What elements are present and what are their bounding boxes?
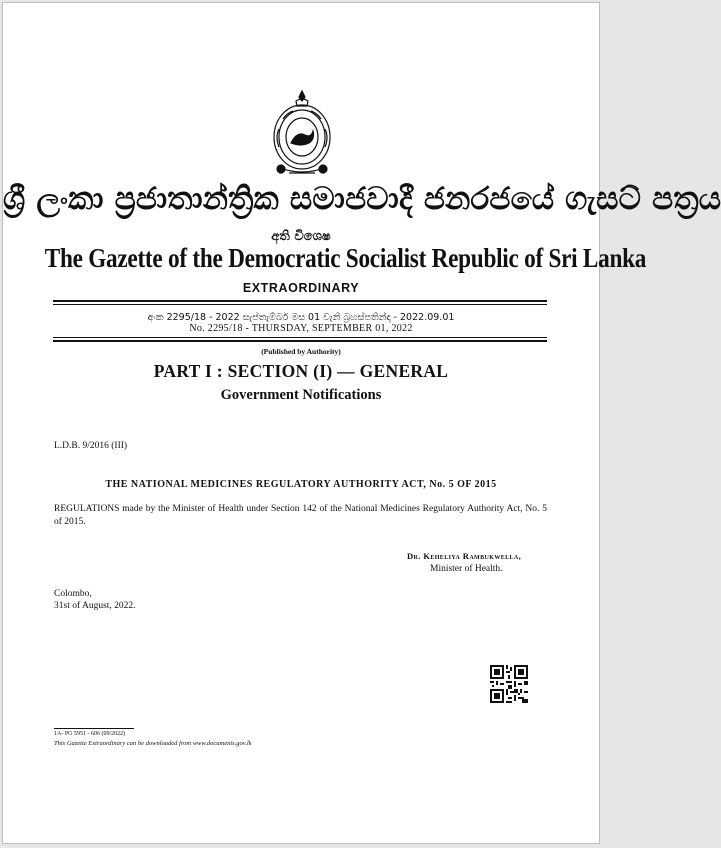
issue-line-english: No. 2295/18 - THURSDAY, SEPTEMBER 01, 2022	[189, 323, 413, 334]
published-by-authority: (Published by Authority)	[261, 347, 341, 356]
issue-line-sinhala: අංක 2295/18 - 2022 සැප්තැම්බර් මස 01 වැනි බ්‍රහස්පතින්දා - 2022.09.01	[147, 312, 455, 323]
regulations-text: REGULATIONS made by the Minister of Health under Section 142 of the National Medicines Regulatory Authority Act, No. 5 of 2015.	[54, 504, 547, 527]
act-title: THE NATIONAL MEDICINES REGULATORY AUTHORITY ACT, No. 5 OF 2015	[105, 479, 497, 490]
signer-name: Dr. Keheliya Rambukwella,	[407, 551, 522, 561]
masthead-rule-top-thin	[53, 304, 547, 305]
part-section-title: PART I : SECTION (I) — GENERAL	[153, 361, 449, 381]
notice-reference: L.D.B. 9/2016 (III)	[54, 441, 128, 451]
sinhala-extraordinary-label: අති විශෙෂ	[271, 229, 331, 244]
qr-code-icon	[490, 665, 528, 703]
masthead-rule-top	[53, 300, 547, 302]
sign-date: 31st of August, 2022.	[54, 601, 136, 611]
signer-title: Minister of Health.	[430, 564, 503, 574]
masthead-rule-bottom	[53, 340, 547, 342]
sign-place: Colombo,	[54, 589, 92, 599]
sinhala-gazette-title: ශ්‍රී ලංකා ප්‍රජාතාන්ත්‍රික සමාජවාදී ජනරජයේ ගැසට් පත්‍රය	[3, 181, 721, 217]
english-gazette-title: The Gazette of the Democratic Socialist Republic of Sri Lanka	[44, 243, 647, 273]
gazette-page	[2, 2, 721, 844]
printing-code: 1A- PG 5951 - 606 (09/2022)	[54, 731, 126, 737]
sri-lanka-emblem-icon	[269, 89, 335, 179]
extraordinary-label: EXTRAORDINARY	[242, 281, 360, 295]
masthead-rule-bottom-thin	[53, 337, 547, 338]
download-note: This Gazette Extraordinary can be downloaded from www.documents.gov.lk	[54, 740, 252, 747]
footer-rule	[54, 728, 134, 729]
section-category: Government Notifications	[220, 387, 382, 403]
